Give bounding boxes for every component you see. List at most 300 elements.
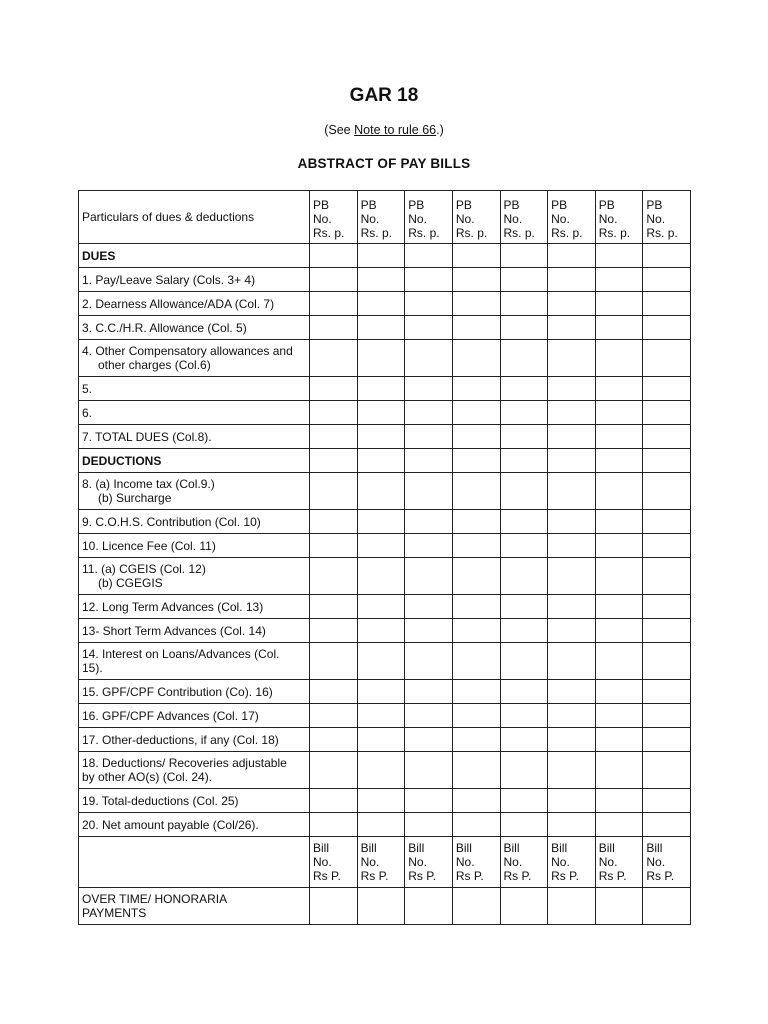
amount-cell[interactable] — [643, 888, 691, 925]
amount-cell[interactable] — [452, 268, 500, 292]
pb-header-line: No. — [503, 211, 523, 226]
bill-header-row — [79, 837, 691, 888]
amount-cell[interactable] — [548, 728, 596, 752]
amount-cell[interactable] — [452, 316, 500, 340]
amount-cell[interactable] — [548, 789, 596, 813]
amount-cell[interactable] — [405, 340, 453, 377]
amount-cell[interactable] — [595, 643, 643, 680]
amount-cell[interactable] — [452, 643, 500, 680]
amount-cell[interactable] — [500, 752, 548, 789]
pb-header-line: No. — [646, 211, 666, 226]
amount-cell[interactable] — [548, 752, 596, 789]
amount-cell[interactable] — [405, 473, 453, 510]
amount-cell[interactable] — [643, 789, 691, 813]
amount-cell[interactable] — [310, 752, 358, 789]
dues-section-row-label: DUES — [79, 244, 310, 268]
pb-header-line: PB — [313, 197, 330, 212]
particular-line: 7. TOTAL DUES (Col.8). — [82, 429, 212, 444]
amount-cell[interactable] — [357, 728, 405, 752]
amount-cell[interactable] — [548, 534, 596, 558]
amount-cell[interactable] — [595, 244, 643, 268]
bill-header-line: No. — [503, 855, 523, 869]
amount-cell[interactable] — [500, 813, 548, 837]
amount-cell[interactable] — [452, 449, 500, 473]
particular-line: 14. Interest on Loans/Advances (Col. — [82, 647, 280, 661]
amount-cell[interactable] — [405, 268, 453, 292]
table-row — [79, 292, 691, 316]
amount-cell[interactable] — [595, 813, 643, 837]
amount-cell[interactable] — [357, 340, 405, 377]
amount-cell[interactable] — [548, 680, 596, 704]
amount-cell[interactable] — [500, 425, 548, 449]
particular-label — [79, 292, 310, 316]
amount-cell[interactable] — [357, 595, 405, 619]
table-row — [79, 595, 691, 619]
amount-cell[interactable] — [548, 595, 596, 619]
particular-label — [79, 510, 310, 534]
amount-cell[interactable] — [452, 619, 500, 643]
amount-cell[interactable] — [405, 704, 453, 728]
amount-cell[interactable] — [643, 558, 691, 595]
bill-header-line: No. — [455, 855, 475, 869]
particular-label — [79, 401, 310, 425]
amount-cell[interactable] — [643, 728, 691, 752]
amount-cell[interactable] — [548, 244, 596, 268]
amount-cell[interactable] — [357, 473, 405, 510]
amount-cell[interactable] — [500, 595, 548, 619]
particular-line: 12. Long Term Advances (Col. 13) — [82, 599, 264, 614]
bill-header-line: Bill — [551, 841, 568, 855]
amount-cell[interactable] — [643, 813, 691, 837]
amount-cell[interactable] — [595, 558, 643, 595]
amount-cell[interactable] — [310, 680, 358, 704]
amount-cell[interactable] — [452, 752, 500, 789]
amount-cell[interactable] — [595, 292, 643, 316]
amount-cell[interactable] — [452, 473, 500, 510]
bill-column-header — [452, 837, 500, 888]
particular-label — [79, 268, 310, 292]
amount-cell[interactable] — [643, 643, 691, 680]
table-row — [79, 534, 691, 558]
amount-cell[interactable] — [500, 377, 548, 401]
amount-cell[interactable] — [357, 425, 405, 449]
amount-cell[interactable] — [405, 813, 453, 837]
table-row — [79, 377, 691, 401]
pb-header-line: No. — [360, 211, 380, 226]
amount-cell[interactable] — [643, 704, 691, 728]
amount-cell[interactable] — [452, 558, 500, 595]
particular-line: 2. Dearness Allowance/ADA (Col. 7) — [82, 296, 275, 311]
amount-cell[interactable] — [452, 728, 500, 752]
amount-cell[interactable] — [452, 888, 500, 925]
table-row — [79, 752, 691, 789]
particular-line: 5. — [82, 381, 93, 396]
amount-cell[interactable] — [548, 643, 596, 680]
amount-cell[interactable] — [500, 449, 548, 473]
pb-header-line: No. — [598, 211, 618, 226]
particular-line: 3. C.C./H.R. Allowance (Col. 5) — [82, 320, 247, 335]
amount-cell[interactable] — [595, 401, 643, 425]
amount-cell[interactable] — [595, 268, 643, 292]
amount-cell[interactable] — [452, 534, 500, 558]
amount-cell[interactable] — [310, 425, 358, 449]
amount-cell[interactable] — [643, 752, 691, 789]
amount-cell[interactable] — [310, 595, 358, 619]
amount-cell[interactable] — [500, 316, 548, 340]
amount-cell[interactable] — [548, 473, 596, 510]
amount-cell[interactable] — [357, 292, 405, 316]
particular-label — [79, 680, 310, 704]
amount-cell[interactable] — [500, 558, 548, 595]
amount-cell[interactable] — [452, 704, 500, 728]
amount-cell[interactable] — [643, 340, 691, 377]
amount-cell[interactable] — [310, 473, 358, 510]
pb-header-line: PB — [646, 197, 663, 212]
amount-cell[interactable] — [595, 377, 643, 401]
amount-cell[interactable] — [500, 340, 548, 377]
deductions-section-row-label: DEDUCTIONS — [79, 449, 310, 473]
overtime-line: PAYMENTS — [82, 906, 147, 920]
particular-line: 11. (a) CGEIS (Col. 12) — [82, 562, 206, 576]
subtitle-prefix: (See — [324, 123, 355, 137]
amount-cell[interactable] — [595, 728, 643, 752]
amount-cell[interactable] — [405, 449, 453, 473]
amount-cell[interactable] — [595, 619, 643, 643]
amount-cell[interactable] — [500, 473, 548, 510]
amount-cell[interactable] — [357, 449, 405, 473]
pb-column-header — [452, 191, 500, 244]
amount-cell[interactable] — [357, 789, 405, 813]
table-row — [79, 728, 691, 752]
amount-cell[interactable] — [595, 888, 643, 925]
pb-column-header — [405, 191, 453, 244]
amount-cell[interactable] — [643, 473, 691, 510]
amount-cell[interactable] — [500, 680, 548, 704]
amount-cell[interactable] — [548, 292, 596, 316]
table-row — [79, 510, 691, 534]
amount-cell[interactable] — [357, 558, 405, 595]
pb-column-header — [548, 191, 596, 244]
amount-cell[interactable] — [452, 813, 500, 837]
amount-cell[interactable] — [452, 244, 500, 268]
form-heading: ABSTRACT OF PAY BILLS — [297, 156, 471, 171]
amount-cell[interactable] — [500, 704, 548, 728]
particular-line: 18. Deductions/ Recoveries adjustable — [82, 756, 287, 770]
amount-cell[interactable] — [452, 425, 500, 449]
amount-cell[interactable] — [452, 401, 500, 425]
amount-cell[interactable] — [500, 619, 548, 643]
amount-cell[interactable] — [548, 888, 596, 925]
amount-cell[interactable] — [357, 619, 405, 643]
amount-cell[interactable] — [310, 377, 358, 401]
abstract-table — [78, 190, 691, 925]
particular-label — [79, 752, 310, 789]
bill-column-header — [500, 837, 548, 888]
amount-cell[interactable] — [500, 888, 548, 925]
amount-cell[interactable] — [310, 728, 358, 752]
amount-cell[interactable] — [548, 425, 596, 449]
amount-cell[interactable] — [357, 704, 405, 728]
amount-cell[interactable] — [452, 510, 500, 534]
amount-cell[interactable] — [595, 473, 643, 510]
amount-cell[interactable] — [405, 888, 453, 925]
bill-column-header — [548, 837, 596, 888]
particular-line: 1. Pay/Leave Salary (Cols. 3+ 4) — [82, 272, 256, 287]
amount-cell[interactable] — [548, 510, 596, 534]
pb-column-header — [357, 191, 405, 244]
amount-cell[interactable] — [595, 595, 643, 619]
overtime-line: OVER TIME/ HONORARIA — [82, 892, 228, 906]
bill-header-line: No. — [551, 855, 570, 869]
amount-cell[interactable] — [643, 510, 691, 534]
bill-header-line: No. — [408, 855, 427, 869]
pb-header-line: No. — [551, 211, 570, 226]
bill-column-header — [357, 837, 405, 888]
amount-cell[interactable] — [595, 704, 643, 728]
amount-cell[interactable] — [452, 595, 500, 619]
amount-cell[interactable] — [452, 789, 500, 813]
pb-header-line: No. — [408, 211, 427, 226]
amount-cell[interactable] — [643, 595, 691, 619]
amount-cell[interactable] — [357, 244, 405, 268]
amount-cell[interactable] — [310, 244, 358, 268]
amount-cell[interactable] — [310, 268, 358, 292]
amount-cell[interactable] — [500, 534, 548, 558]
amount-cell[interactable] — [452, 340, 500, 377]
bill-header-line: Rs P. — [360, 869, 389, 883]
amount-cell[interactable] — [643, 425, 691, 449]
amount-cell[interactable] — [548, 619, 596, 643]
particulars-header: Particulars of dues & deductions — [79, 191, 310, 244]
table-row — [79, 558, 691, 595]
pb-header-text — [456, 195, 497, 240]
table-row — [79, 789, 691, 813]
amount-cell[interactable] — [405, 619, 453, 643]
amount-cell[interactable] — [357, 510, 405, 534]
amount-cell[interactable] — [357, 752, 405, 789]
particular-label — [79, 340, 310, 377]
amount-cell[interactable] — [500, 268, 548, 292]
amount-cell[interactable] — [643, 534, 691, 558]
pb-header-text — [313, 195, 354, 240]
amount-cell[interactable] — [500, 643, 548, 680]
amount-cell[interactable] — [643, 377, 691, 401]
particular-line: 10. Licence Fee (Col. 11) — [82, 538, 216, 553]
amount-cell[interactable] — [405, 316, 453, 340]
amount-cell[interactable] — [548, 704, 596, 728]
amount-cell[interactable] — [405, 789, 453, 813]
bill-header-line: Rs P. — [455, 869, 484, 883]
particular-line: 8. (a) Income tax (Col.9.) — [82, 477, 215, 491]
form-subtitle — [0, 123, 768, 137]
bill-header-line: Rs P. — [313, 869, 341, 883]
amount-cell[interactable] — [500, 401, 548, 425]
amount-cell[interactable] — [643, 680, 691, 704]
amount-cell[interactable] — [500, 510, 548, 534]
amount-cell[interactable] — [595, 425, 643, 449]
amount-cell[interactable] — [452, 292, 500, 316]
amount-cell[interactable] — [357, 377, 405, 401]
amount-cell[interactable] — [595, 534, 643, 558]
amount-cell[interactable] — [405, 377, 453, 401]
amount-cell[interactable] — [310, 888, 358, 925]
bill-header-line: Rs P. — [598, 869, 627, 883]
particular-line: (b) CGEGIS — [98, 576, 163, 590]
particular-line: (b) Surcharge — [98, 491, 172, 505]
amount-cell[interactable] — [310, 449, 358, 473]
amount-cell[interactable] — [452, 680, 500, 704]
amount-cell[interactable] — [405, 401, 453, 425]
pb-header-line: Rs. p. — [455, 225, 488, 240]
overtime-label — [79, 888, 310, 925]
amount-cell[interactable] — [357, 401, 405, 425]
pb-header-text — [599, 195, 640, 240]
bill-column-header — [595, 837, 643, 888]
table-row — [79, 643, 691, 680]
amount-cell[interactable] — [310, 316, 358, 340]
bill-header-line: Bill — [408, 841, 425, 855]
amount-cell[interactable] — [643, 449, 691, 473]
amount-cell[interactable] — [595, 680, 643, 704]
rule-note-link[interactable]: Note to rule 66 — [354, 123, 437, 137]
amount-cell[interactable] — [595, 752, 643, 789]
amount-cell[interactable] — [405, 728, 453, 752]
amount-cell[interactable] — [548, 401, 596, 425]
amount-cell[interactable] — [357, 643, 405, 680]
amount-cell[interactable] — [548, 813, 596, 837]
amount-cell[interactable] — [357, 534, 405, 558]
pb-header-line: PB — [455, 197, 472, 212]
amount-cell[interactable] — [643, 268, 691, 292]
amount-cell[interactable] — [643, 619, 691, 643]
particular-label — [79, 619, 310, 643]
pb-header-line: No. — [455, 211, 475, 226]
bill-header-line: No. — [646, 855, 666, 869]
particular-label — [79, 377, 310, 401]
amount-cell[interactable] — [595, 449, 643, 473]
particular-label — [79, 558, 310, 595]
amount-cell[interactable] — [357, 813, 405, 837]
amount-cell[interactable] — [405, 752, 453, 789]
amount-cell[interactable] — [405, 510, 453, 534]
pb-header-line: Rs. p. — [503, 225, 535, 240]
amount-cell[interactable] — [595, 316, 643, 340]
particular-label — [79, 316, 310, 340]
pb-header-line: PB — [598, 197, 615, 212]
pb-header-text — [408, 195, 449, 240]
amount-cell[interactable] — [405, 244, 453, 268]
particular-label — [79, 728, 310, 752]
particular-line: 13- Short Term Advances (Col. 14) — [82, 623, 266, 638]
amount-cell[interactable] — [310, 789, 358, 813]
amount-cell[interactable] — [643, 401, 691, 425]
amount-cell[interactable] — [357, 888, 405, 925]
amount-cell[interactable] — [500, 789, 548, 813]
amount-cell[interactable] — [500, 244, 548, 268]
amount-cell[interactable] — [357, 268, 405, 292]
amount-cell[interactable] — [452, 377, 500, 401]
pb-header-line: Rs. p. — [408, 225, 440, 240]
amount-cell[interactable] — [643, 244, 691, 268]
amount-cell[interactable] — [310, 813, 358, 837]
table-row — [79, 316, 691, 340]
amount-cell[interactable] — [310, 558, 358, 595]
amount-cell[interactable] — [643, 316, 691, 340]
amount-cell[interactable] — [310, 340, 358, 377]
pb-column-header — [500, 191, 548, 244]
amount-cell[interactable] — [310, 643, 358, 680]
amount-cell[interactable] — [405, 292, 453, 316]
amount-cell[interactable] — [310, 534, 358, 558]
amount-cell[interactable] — [357, 316, 405, 340]
amount-cell[interactable] — [405, 595, 453, 619]
bill-header-line: Rs P. — [646, 869, 675, 883]
amount-cell[interactable] — [405, 425, 453, 449]
amount-cell[interactable] — [595, 789, 643, 813]
amount-cell[interactable] — [357, 680, 405, 704]
amount-cell[interactable] — [548, 340, 596, 377]
pb-header-text — [504, 195, 545, 240]
pb-header-line: Rs. p. — [360, 225, 392, 240]
particular-label — [79, 595, 310, 619]
table-row — [79, 425, 691, 449]
pb-header-line: PB — [360, 197, 377, 212]
particular-label — [79, 473, 310, 510]
particular-label — [79, 425, 310, 449]
particular-line: 19. Total-deductions (Col. 25) — [82, 793, 239, 808]
pb-header-line: No. — [313, 211, 332, 226]
bill-header-line: Bill — [455, 841, 472, 855]
pb-header-line: PB — [408, 197, 425, 212]
particular-line: 15). — [82, 661, 103, 675]
amount-cell[interactable] — [595, 340, 643, 377]
bill-header-line: Bill — [646, 841, 663, 855]
particular-line: 20. Net amount payable (Col/26). — [82, 817, 259, 832]
amount-cell[interactable] — [310, 401, 358, 425]
amount-cell[interactable] — [500, 728, 548, 752]
bill-header-line: Rs P. — [503, 869, 532, 883]
particular-line: 9. C.O.H.S. Contribution (Col. 10) — [82, 514, 261, 529]
amount-cell[interactable] — [548, 316, 596, 340]
bill-header-line: Bill — [503, 841, 520, 855]
amount-cell[interactable] — [548, 449, 596, 473]
pb-header-line: Rs. p. — [646, 225, 678, 240]
particular-label — [79, 813, 310, 837]
amount-cell[interactable] — [405, 680, 453, 704]
amount-cell[interactable] — [310, 619, 358, 643]
amount-cell[interactable] — [548, 377, 596, 401]
amount-cell[interactable] — [405, 558, 453, 595]
amount-cell[interactable] — [405, 534, 453, 558]
amount-cell[interactable] — [310, 704, 358, 728]
amount-cell[interactable] — [310, 510, 358, 534]
amount-cell[interactable] — [595, 510, 643, 534]
amount-cell[interactable] — [643, 292, 691, 316]
amount-cell[interactable] — [405, 643, 453, 680]
bill-header-line: No. — [598, 855, 618, 869]
amount-cell[interactable] — [310, 292, 358, 316]
bill-header-line: Bill — [313, 841, 330, 855]
amount-cell[interactable] — [500, 292, 548, 316]
particular-label — [79, 534, 310, 558]
deductions-section-row — [79, 449, 691, 473]
subtitle-suffix: .) — [436, 123, 444, 137]
bill-header-line: No. — [313, 855, 332, 869]
dues-section-row — [79, 244, 691, 268]
amount-cell[interactable] — [548, 268, 596, 292]
particular-line: 16. GPF/CPF Advances (Col. 17) — [82, 708, 259, 723]
amount-cell[interactable] — [548, 558, 596, 595]
